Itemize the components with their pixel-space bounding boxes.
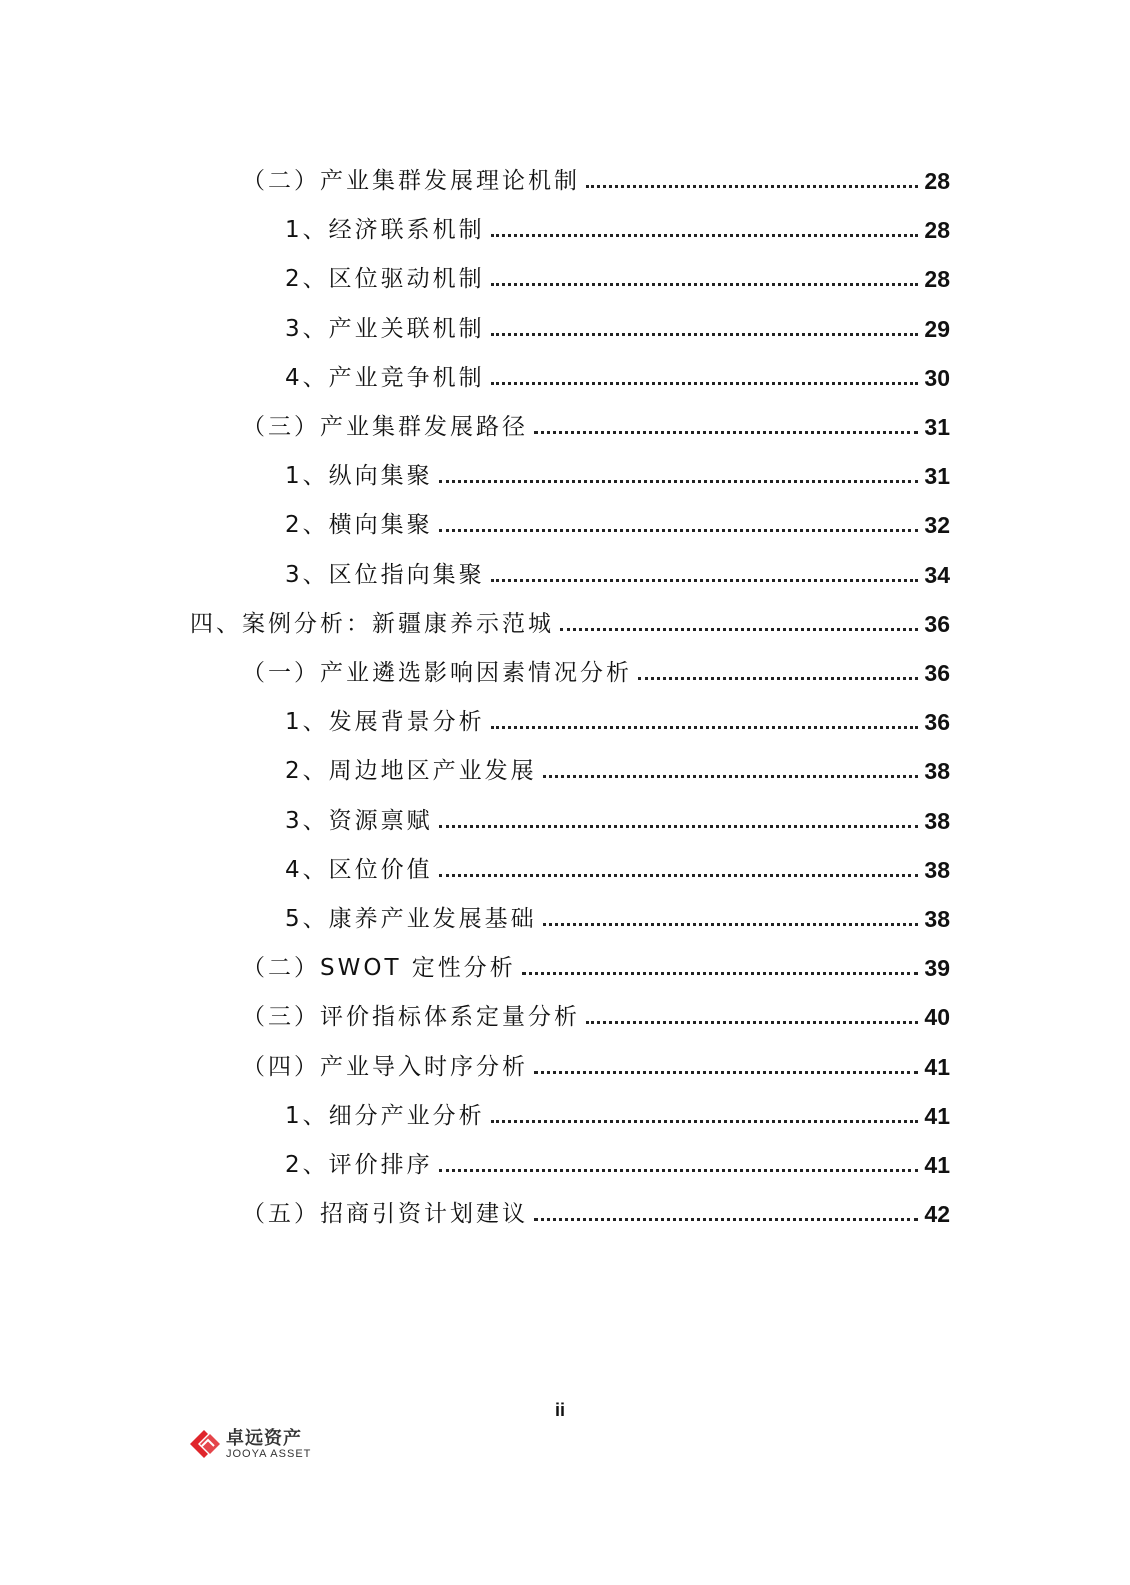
toc-dot-leader	[491, 382, 918, 385]
toc-entry[interactable]	[285, 696, 950, 736]
toc-dot-leader	[491, 333, 918, 336]
toc-dot-leader	[439, 874, 918, 877]
toc-dot-leader	[522, 972, 918, 975]
toc-dot-leader	[534, 431, 918, 434]
toc-entry-label: 2、横向集聚	[285, 512, 433, 539]
toc-entry[interactable]	[285, 893, 950, 933]
toc-entry[interactable]	[285, 303, 950, 343]
toc-dot-leader	[439, 1169, 918, 1172]
toc-entry-label: （二）SWOT 定性分析	[242, 955, 516, 982]
toc-entry-label: 3、产业关联机制	[285, 315, 485, 342]
toc-entry-page: 31	[924, 463, 950, 490]
toc-entry-page: 34	[924, 561, 950, 588]
toc-entry-page: 36	[924, 709, 950, 736]
toc-entry-label: 1、发展背景分析	[285, 709, 485, 736]
toc-entry-page: 38	[924, 758, 950, 785]
toc-entry[interactable]	[242, 991, 950, 1031]
toc-dot-leader	[491, 579, 918, 582]
toc-dot-leader	[638, 677, 918, 680]
toc-entry-page: 36	[924, 610, 950, 637]
toc-entry[interactable]	[285, 1139, 950, 1179]
toc-dot-leader	[491, 283, 918, 286]
toc-dot-leader	[439, 825, 918, 828]
toc-entry-label: （三）产业集群发展路径	[242, 414, 528, 440]
toc-entry-label: 1、纵向集聚	[285, 463, 433, 490]
toc-dot-leader	[543, 775, 918, 778]
toc-entry-page: 38	[924, 906, 950, 932]
toc-entry-label: 2、周边地区产业发展	[285, 758, 537, 785]
toc-entry-page: 31	[924, 414, 950, 440]
company-logo	[188, 1424, 328, 1466]
toc-dot-leader	[560, 628, 918, 631]
toc-entry-page: 41	[924, 1102, 950, 1129]
toc-entry[interactable]	[242, 647, 950, 687]
toc-entry[interactable]	[285, 204, 950, 244]
toc-entry[interactable]	[285, 1090, 950, 1130]
toc-entry[interactable]	[285, 549, 950, 589]
toc-entry[interactable]	[242, 942, 950, 982]
toc-entry-label: 4、产业竞争机制	[285, 364, 485, 391]
toc-entry-label: 2、区位驱动机制	[285, 266, 485, 293]
toc-entry-page: 36	[924, 660, 950, 686]
toc-entry-page: 38	[924, 807, 950, 834]
toc-entry-page: 42	[924, 1201, 950, 1228]
toc-entry-label: （一）产业遴选影响因素情况分析	[242, 660, 632, 686]
toc-entry-label: 2、评价排序	[285, 1152, 433, 1178]
toc-dot-leader	[586, 185, 918, 188]
toc-entry-page: 28	[924, 266, 950, 293]
logo-text-english: JOOYA ASSET	[226, 1448, 312, 1460]
toc-entry-page: 28	[924, 168, 950, 194]
page-number: ii	[554, 1400, 565, 1420]
toc-entry-page: 32	[924, 512, 950, 539]
toc-entry-page: 30	[924, 364, 950, 391]
toc-entry[interactable]	[285, 844, 950, 884]
toc-dot-leader	[534, 1071, 918, 1074]
toc-dot-leader	[439, 529, 918, 532]
toc-dot-leader	[534, 1218, 918, 1221]
toc-entry[interactable]	[190, 598, 950, 638]
toc-entry[interactable]	[285, 795, 950, 835]
toc-entry-label: 5、康养产业发展基础	[285, 906, 537, 932]
toc-entry[interactable]	[242, 401, 950, 441]
toc-entry-label: 4、区位价值	[285, 856, 433, 883]
toc-entry-label: （五）招商引资计划建议	[242, 1201, 528, 1228]
toc-entry-label: （四）产业导入时序分析	[242, 1053, 528, 1080]
toc-dot-leader	[491, 1120, 918, 1123]
toc-entry[interactable]	[242, 1188, 950, 1228]
toc-entry-page: 41	[924, 1053, 950, 1080]
toc-entry-page: 28	[924, 217, 950, 244]
toc-entry[interactable]	[242, 1041, 950, 1081]
toc-entry-label: 3、资源禀赋	[285, 807, 433, 834]
toc-entry-label: 1、经济联系机制	[285, 217, 485, 244]
toc-entry-page: 29	[924, 315, 950, 342]
toc-entry[interactable]	[285, 450, 950, 490]
toc-entry[interactable]	[285, 499, 950, 539]
toc-entry-page: 40	[924, 1004, 950, 1031]
toc-entry-page: 38	[924, 856, 950, 883]
logo-text-chinese: 卓远资产	[226, 1428, 302, 1449]
toc-entry-page: 39	[924, 955, 950, 982]
toc-dot-leader	[491, 726, 918, 729]
toc-entry-label: 3、区位指向集聚	[285, 561, 485, 588]
toc-dot-leader	[543, 923, 918, 926]
toc-entry-label: 四、案例分析：新疆康养示范城	[190, 610, 554, 637]
toc-entry[interactable]	[242, 155, 950, 195]
toc-entry-label: （二）产业集群发展理论机制	[242, 168, 580, 194]
toc-dot-leader	[586, 1021, 918, 1024]
toc-entry[interactable]	[285, 745, 950, 785]
toc-entry[interactable]	[285, 352, 950, 392]
toc-entry-page: 41	[924, 1152, 950, 1178]
toc-entry-label: 1、细分产业分析	[285, 1102, 485, 1129]
jooya-logo-icon	[188, 1426, 222, 1460]
toc-entry-label: （三）评价指标体系定量分析	[242, 1004, 580, 1031]
toc-dot-leader	[439, 480, 918, 483]
toc-dot-leader	[491, 234, 918, 237]
toc-entry[interactable]	[285, 253, 950, 293]
